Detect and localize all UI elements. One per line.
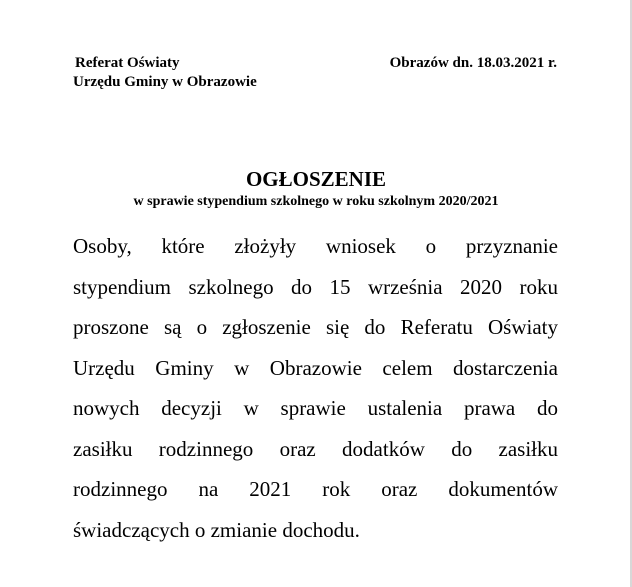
sender-office-line: Referat Oświaty bbox=[75, 55, 180, 71]
sender-block bbox=[73, 54, 257, 92]
body-line: Osoby, które złożyły wniosek o przyznanie bbox=[73, 234, 558, 258]
announcement-subtitle: w sprawie stypendium szkolnego w roku szkolnym 2020/2021 bbox=[133, 194, 499, 209]
announcement-body bbox=[73, 226, 558, 550]
announcement-title: OGŁOSZENIE bbox=[245, 167, 387, 191]
body-line: świadczących o zmianie dochodu. bbox=[73, 517, 360, 542]
body-line: nowych decyzji w sprawie ustalenia prawa do bbox=[73, 396, 558, 420]
place-and-date: Obrazów dn. 18.03.2021 r. bbox=[389, 55, 557, 71]
body-line: Urzędu Gminy w Obrazowie celem dostarczenia bbox=[73, 355, 558, 380]
body-line: rodzinnego na 2021 rok oraz dokumentów bbox=[73, 477, 558, 501]
body-line: stypendium szkolnego do 15 września 2020 roku bbox=[73, 274, 558, 299]
body-line: proszone są o zgłoszenie się do Referatu Oświaty bbox=[73, 315, 558, 339]
sender-authority-line: Urzędu Gminy w Obrazowie bbox=[73, 74, 257, 90]
body-line: zasiłku rodzinnego oraz dodatków do zasiłku bbox=[73, 436, 558, 461]
